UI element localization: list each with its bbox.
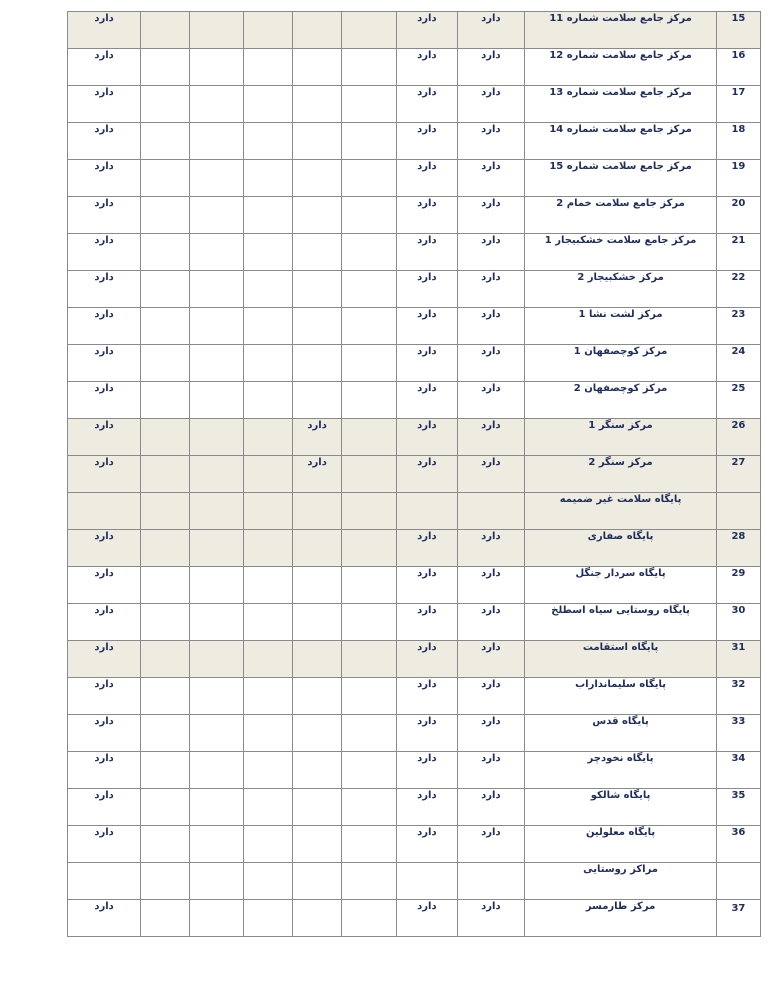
empty-cell: [189, 345, 244, 382]
empty-cell: [244, 493, 292, 530]
empty-cell: [189, 234, 244, 271]
value-cell: دارد: [457, 826, 525, 863]
value-cell: دارد: [457, 234, 525, 271]
empty-cell: [141, 86, 189, 123]
table-row: [68, 604, 761, 641]
table-row: [68, 641, 761, 678]
empty-cell: [189, 789, 244, 826]
row-number-cell: 36: [716, 826, 760, 863]
empty-cell: [342, 197, 397, 234]
value-cell: [292, 752, 342, 789]
section-header-row: [68, 493, 761, 530]
empty-cell: [189, 123, 244, 160]
value-cell: دارد: [68, 604, 141, 641]
value-cell: دارد: [397, 641, 457, 678]
value-cell: دارد: [457, 567, 525, 604]
empty-cell: [342, 234, 397, 271]
empty-cell: [244, 715, 292, 752]
value-cell: دارد: [397, 567, 457, 604]
value-cell: دارد: [397, 86, 457, 123]
empty-cell: [141, 678, 189, 715]
center-name-cell: پایگاه صفاری: [525, 530, 717, 567]
value-cell: [292, 678, 342, 715]
row-number-cell: 37: [716, 900, 760, 937]
value-cell: دارد: [68, 382, 141, 419]
value-cell: دارد: [457, 308, 525, 345]
value-cell: [292, 345, 342, 382]
value-cell: دارد: [68, 234, 141, 271]
row-number-cell: 28: [716, 530, 760, 567]
value-cell: دارد: [457, 641, 525, 678]
table-row: [68, 715, 761, 752]
empty-cell: [244, 826, 292, 863]
table-row: [68, 12, 761, 49]
value-cell: دارد: [397, 789, 457, 826]
empty-cell: [141, 345, 189, 382]
row-number-cell: 22: [716, 271, 760, 308]
empty-cell: [141, 863, 189, 900]
empty-cell: [244, 678, 292, 715]
row-number-cell: 26: [716, 419, 760, 456]
value-cell: دارد: [457, 12, 525, 49]
center-name-cell: پایگاه روستایی سیاه اسطلخ: [525, 604, 717, 641]
value-cell: دارد: [397, 456, 457, 493]
row-number-cell: 30: [716, 604, 760, 641]
value-cell: دارد: [68, 308, 141, 345]
row-number-cell: 24: [716, 345, 760, 382]
value-cell: دارد: [68, 678, 141, 715]
center-name-cell: پایگاه سردار جنگل: [525, 567, 717, 604]
empty-cell: [342, 308, 397, 345]
empty-cell: [342, 789, 397, 826]
value-cell: دارد: [397, 308, 457, 345]
empty-cell: [244, 123, 292, 160]
empty-cell: [141, 826, 189, 863]
value-cell: دارد: [68, 419, 141, 456]
empty-cell: [342, 567, 397, 604]
center-name-cell: مرکز جامع سلامت خشکبیجار 1: [525, 234, 717, 271]
empty-cell: [292, 863, 342, 900]
value-cell: دارد: [457, 715, 525, 752]
value-cell: [292, 900, 342, 937]
center-name-cell: مرکز جامع سلامت شماره 12: [525, 49, 717, 86]
value-cell: [292, 160, 342, 197]
value-cell: دارد: [397, 530, 457, 567]
value-cell: دارد: [397, 900, 457, 937]
value-cell: دارد: [397, 715, 457, 752]
table-row: [68, 530, 761, 567]
value-cell: دارد: [397, 345, 457, 382]
value-cell: دارد: [68, 123, 141, 160]
empty-cell: [189, 863, 244, 900]
empty-cell: [189, 567, 244, 604]
empty-cell: [189, 752, 244, 789]
center-name-cell: پایگاه استقامت: [525, 641, 717, 678]
center-name-cell: پایگاه نخودچر: [525, 752, 717, 789]
value-cell: دارد: [68, 86, 141, 123]
empty-cell: [342, 160, 397, 197]
table-row: [68, 308, 761, 345]
empty-cell: [141, 752, 189, 789]
empty-cell: [244, 789, 292, 826]
value-cell: دارد: [397, 604, 457, 641]
empty-cell: [342, 604, 397, 641]
empty-cell: [141, 160, 189, 197]
table-row: [68, 678, 761, 715]
empty-cell: [141, 900, 189, 937]
empty-cell: [189, 530, 244, 567]
value-cell: دارد: [68, 715, 141, 752]
center-name-cell: پایگاه شالکو: [525, 789, 717, 826]
value-cell: دارد: [397, 49, 457, 86]
center-name-cell: مرکز خشکبیجار 2: [525, 271, 717, 308]
empty-cell: [457, 863, 525, 900]
empty-cell: [141, 641, 189, 678]
value-cell: دارد: [68, 530, 141, 567]
table-row: [68, 123, 761, 160]
table-row: [68, 382, 761, 419]
table-row: [68, 456, 761, 493]
section-header-row: [68, 863, 761, 900]
empty-cell: [189, 678, 244, 715]
value-cell: [292, 382, 342, 419]
empty-cell: [342, 345, 397, 382]
empty-cell: [189, 493, 244, 530]
center-name-cell: مرکز لشت نشا 1: [525, 308, 717, 345]
value-cell: دارد: [397, 382, 457, 419]
value-cell: دارد: [68, 567, 141, 604]
value-cell: [292, 641, 342, 678]
empty-cell: [342, 530, 397, 567]
empty-cell: [342, 678, 397, 715]
value-cell: دارد: [397, 678, 457, 715]
empty-cell: [342, 493, 397, 530]
value-cell: دارد: [457, 752, 525, 789]
value-cell: دارد: [68, 160, 141, 197]
row-number-cell: [716, 863, 760, 900]
center-name-cell: پایگاه معلولین: [525, 826, 717, 863]
empty-cell: [141, 12, 189, 49]
empty-cell: [141, 493, 189, 530]
row-number-cell: 34: [716, 752, 760, 789]
value-cell: دارد: [457, 160, 525, 197]
empty-cell: [342, 826, 397, 863]
empty-cell: [141, 308, 189, 345]
empty-cell: [68, 863, 141, 900]
center-name-cell: مرکز جامع سلامت خمام 2: [525, 197, 717, 234]
row-number-cell: 16: [716, 49, 760, 86]
empty-cell: [141, 604, 189, 641]
empty-cell: [141, 197, 189, 234]
value-cell: دارد: [457, 345, 525, 382]
value-cell: دارد: [457, 530, 525, 567]
value-cell: [292, 234, 342, 271]
empty-cell: [189, 419, 244, 456]
empty-cell: [141, 789, 189, 826]
center-name-cell: مرکز کوچصفهان 2: [525, 382, 717, 419]
empty-cell: [141, 530, 189, 567]
value-cell: دارد: [397, 197, 457, 234]
empty-cell: [189, 308, 244, 345]
empty-cell: [244, 456, 292, 493]
empty-cell: [342, 900, 397, 937]
table-row: [68, 160, 761, 197]
empty-cell: [244, 197, 292, 234]
value-cell: دارد: [68, 345, 141, 382]
section-title: مراکز روستایی: [525, 863, 717, 900]
empty-cell: [141, 271, 189, 308]
center-name-cell: مرکز جامع سلامت شماره 15: [525, 160, 717, 197]
empty-cell: [141, 419, 189, 456]
center-name-cell: مرکز جامع سلامت شماره 13: [525, 86, 717, 123]
value-cell: دارد: [457, 49, 525, 86]
empty-cell: [244, 234, 292, 271]
center-name-cell: مرکز جامع سلامت شماره 11: [525, 12, 717, 49]
row-number-cell: 35: [716, 789, 760, 826]
value-cell: [292, 49, 342, 86]
empty-cell: [189, 641, 244, 678]
value-cell: دارد: [397, 123, 457, 160]
row-number-cell: 29: [716, 567, 760, 604]
empty-cell: [141, 715, 189, 752]
empty-cell: [342, 715, 397, 752]
value-cell: دارد: [457, 271, 525, 308]
value-cell: دارد: [68, 456, 141, 493]
value-cell: دارد: [68, 752, 141, 789]
center-name-cell: مرکز جامع سلامت شماره 14: [525, 123, 717, 160]
empty-cell: [244, 345, 292, 382]
table-row: [68, 567, 761, 604]
row-number-cell: 15: [716, 12, 760, 49]
center-name-cell: پایگاه قدس: [525, 715, 717, 752]
value-cell: [292, 12, 342, 49]
value-cell: دارد: [457, 678, 525, 715]
row-number-cell: 20: [716, 197, 760, 234]
empty-cell: [342, 641, 397, 678]
row-number-cell: 23: [716, 308, 760, 345]
empty-cell: [244, 567, 292, 604]
row-number-cell: 19: [716, 160, 760, 197]
empty-cell: [244, 900, 292, 937]
table-row: [68, 752, 761, 789]
empty-cell: [342, 382, 397, 419]
empty-cell: [189, 197, 244, 234]
empty-cell: [397, 493, 457, 530]
empty-cell: [457, 493, 525, 530]
value-cell: دارد: [457, 382, 525, 419]
center-name-cell: مرکز کوچصفهان 1: [525, 345, 717, 382]
table-row: [68, 789, 761, 826]
empty-cell: [141, 123, 189, 160]
value-cell: [292, 123, 342, 160]
table-row: [68, 271, 761, 308]
empty-cell: [342, 49, 397, 86]
value-cell: دارد: [457, 123, 525, 160]
empty-cell: [189, 12, 244, 49]
section-title: پایگاه سلامت غیر ضمیمه: [525, 493, 717, 530]
table-row: [68, 49, 761, 86]
row-number-cell: 17: [716, 86, 760, 123]
value-cell: دارد: [457, 789, 525, 826]
table-row: [68, 234, 761, 271]
empty-cell: [141, 49, 189, 86]
row-number-cell: 33: [716, 715, 760, 752]
value-cell: دارد: [397, 271, 457, 308]
row-number-cell: 27: [716, 456, 760, 493]
empty-cell: [189, 49, 244, 86]
empty-cell: [342, 419, 397, 456]
value-cell: دارد: [292, 456, 342, 493]
table-row: [68, 345, 761, 382]
empty-cell: [189, 456, 244, 493]
value-cell: دارد: [397, 160, 457, 197]
empty-cell: [342, 456, 397, 493]
empty-cell: [244, 419, 292, 456]
empty-cell: [244, 863, 292, 900]
table-row: [68, 197, 761, 234]
empty-cell: [189, 604, 244, 641]
row-number-cell: 25: [716, 382, 760, 419]
value-cell: دارد: [68, 12, 141, 49]
empty-cell: [189, 382, 244, 419]
table-row: [68, 419, 761, 456]
value-cell: [292, 826, 342, 863]
empty-cell: [189, 271, 244, 308]
value-cell: دارد: [457, 197, 525, 234]
value-cell: [292, 530, 342, 567]
empty-cell: [342, 12, 397, 49]
empty-cell: [342, 752, 397, 789]
center-name-cell: پایگاه سلیمانداراب: [525, 678, 717, 715]
value-cell: دارد: [457, 604, 525, 641]
empty-cell: [397, 863, 457, 900]
table-row: [68, 826, 761, 863]
value-cell: [292, 86, 342, 123]
center-name-cell: مرکز سنگر 1: [525, 419, 717, 456]
row-number-cell: 18: [716, 123, 760, 160]
value-cell: [292, 715, 342, 752]
empty-cell: [342, 123, 397, 160]
empty-cell: [342, 86, 397, 123]
empty-cell: [141, 382, 189, 419]
value-cell: دارد: [68, 49, 141, 86]
value-cell: [292, 271, 342, 308]
centers-table: [67, 11, 761, 937]
empty-cell: [244, 160, 292, 197]
row-number-cell: [716, 493, 760, 530]
empty-cell: [141, 567, 189, 604]
value-cell: دارد: [397, 12, 457, 49]
empty-cell: [244, 49, 292, 86]
row-number-cell: 31: [716, 641, 760, 678]
center-name-cell: مرکز سنگر 2: [525, 456, 717, 493]
value-cell: دارد: [68, 789, 141, 826]
value-cell: [292, 789, 342, 826]
empty-cell: [189, 86, 244, 123]
empty-cell: [244, 382, 292, 419]
empty-cell: [244, 752, 292, 789]
value-cell: دارد: [397, 234, 457, 271]
value-cell: دارد: [397, 419, 457, 456]
value-cell: دارد: [68, 900, 141, 937]
empty-cell: [141, 234, 189, 271]
empty-cell: [342, 863, 397, 900]
empty-cell: [189, 715, 244, 752]
value-cell: دارد: [457, 900, 525, 937]
empty-cell: [244, 530, 292, 567]
empty-cell: [189, 160, 244, 197]
empty-cell: [141, 456, 189, 493]
value-cell: دارد: [68, 641, 141, 678]
empty-cell: [244, 308, 292, 345]
row-number-cell: 32: [716, 678, 760, 715]
value-cell: دارد: [292, 419, 342, 456]
value-cell: [292, 308, 342, 345]
empty-cell: [342, 271, 397, 308]
value-cell: دارد: [397, 826, 457, 863]
empty-cell: [68, 493, 141, 530]
value-cell: دارد: [68, 197, 141, 234]
table-row: [68, 86, 761, 123]
value-cell: [292, 197, 342, 234]
empty-cell: [189, 826, 244, 863]
value-cell: دارد: [68, 826, 141, 863]
empty-cell: [244, 604, 292, 641]
row-number-cell: 21: [716, 234, 760, 271]
empty-cell: [244, 12, 292, 49]
value-cell: دارد: [457, 419, 525, 456]
empty-cell: [244, 271, 292, 308]
empty-cell: [244, 641, 292, 678]
value-cell: دارد: [68, 271, 141, 308]
empty-cell: [244, 86, 292, 123]
value-cell: دارد: [397, 752, 457, 789]
empty-cell: [189, 900, 244, 937]
empty-cell: [292, 493, 342, 530]
value-cell: دارد: [457, 456, 525, 493]
table-row: [68, 900, 761, 937]
value-cell: [292, 567, 342, 604]
value-cell: [292, 604, 342, 641]
center-name-cell: مرکز طارمسر: [525, 900, 717, 937]
value-cell: دارد: [457, 86, 525, 123]
